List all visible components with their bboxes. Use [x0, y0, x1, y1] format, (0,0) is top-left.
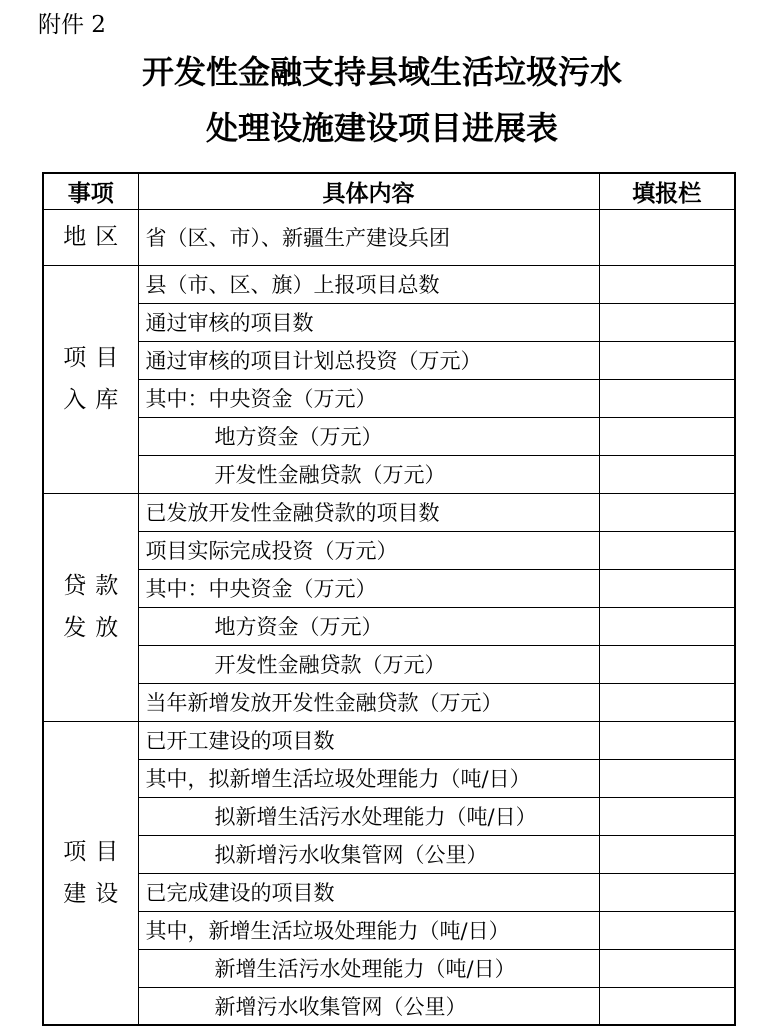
section-label-line: 入库	[63, 387, 128, 413]
row-content: 项目实际完成投资（万元）	[138, 531, 599, 569]
fill-cell	[599, 303, 735, 341]
row-content: 地方资金（万元）	[138, 417, 599, 455]
table-header-row	[43, 173, 735, 209]
row-content: 拟新增生活污水处理能力（吨/日）	[138, 797, 599, 835]
section-label-line: 项目	[63, 838, 128, 865]
row-content: 其中，新增生活垃圾处理能力（吨/日）	[138, 911, 599, 949]
table-row	[43, 209, 735, 265]
col-header-item: 事项	[43, 173, 138, 209]
row-content: 省（区、市）、新疆生产建设兵团	[138, 209, 599, 265]
table-row	[43, 911, 735, 949]
section-label-loan-disbursement	[43, 493, 138, 721]
row-content: 开发性金融贷款（万元）	[138, 645, 599, 683]
row-content: 其中：中央资金（万元）	[138, 379, 599, 417]
row-content: 通过审核的项目数	[138, 303, 599, 341]
fill-cell	[599, 835, 735, 873]
row-content: 新增污水收集管网（公里）	[138, 987, 599, 1025]
row-content: 其中：中央资金（万元）	[138, 569, 599, 607]
col-header-fill: 填报栏	[599, 173, 735, 209]
section-label-line: 建设	[63, 880, 128, 907]
progress-table	[42, 172, 736, 1026]
table-row	[43, 493, 735, 531]
row-content: 其中，拟新增生活垃圾处理能力（吨/日）	[138, 759, 599, 797]
fill-cell	[599, 873, 735, 911]
fill-cell	[599, 493, 735, 531]
table-row	[43, 835, 735, 873]
table-row	[43, 949, 735, 987]
table-row	[43, 683, 735, 721]
section-label-region	[43, 209, 138, 265]
fill-cell	[599, 987, 735, 1025]
row-content: 通过审核的项目计划总投资（万元）	[138, 341, 599, 379]
table-row	[43, 873, 735, 911]
section-label-project-intake	[43, 265, 138, 493]
row-content: 县（市、区、旗）上报项目总数	[138, 265, 599, 303]
fill-cell	[599, 209, 735, 265]
fill-cell	[599, 949, 735, 987]
table-row	[43, 379, 735, 417]
table-row	[43, 607, 735, 645]
fill-cell	[599, 911, 735, 949]
document-title-line1: 开发性金融支持县域生活垃圾污水	[141, 53, 622, 91]
table-row	[43, 531, 735, 569]
fill-cell	[599, 607, 735, 645]
fill-cell	[599, 759, 735, 797]
section-label-line: 项目	[63, 345, 128, 371]
table-row	[43, 341, 735, 379]
fill-cell	[599, 531, 735, 569]
table-row	[43, 569, 735, 607]
table-row	[43, 303, 735, 341]
table-row	[43, 455, 735, 493]
fill-cell	[599, 455, 735, 493]
row-content: 已完成建设的项目数	[138, 873, 599, 911]
row-content: 已开工建设的项目数	[138, 721, 599, 759]
fill-cell	[599, 341, 735, 379]
row-content: 已发放开发性金融贷款的项目数	[138, 493, 599, 531]
fill-cell	[599, 721, 735, 759]
table-row	[43, 645, 735, 683]
col-header-content: 具体内容	[138, 173, 599, 209]
section-label-line: 发放	[63, 615, 128, 641]
table-row	[43, 759, 735, 797]
table-row	[43, 797, 735, 835]
section-label-line: 地区	[63, 224, 128, 250]
row-content: 拟新增污水收集管网（公里）	[138, 835, 599, 873]
row-content: 开发性金融贷款（万元）	[138, 455, 599, 493]
fill-cell	[599, 417, 735, 455]
row-content: 新增生活污水处理能力（吨/日）	[138, 949, 599, 987]
fill-cell	[599, 797, 735, 835]
fill-cell	[599, 379, 735, 417]
table-row	[43, 987, 735, 1025]
table-row	[43, 721, 735, 759]
row-content: 地方资金（万元）	[138, 607, 599, 645]
table-row	[43, 265, 735, 303]
section-label-project-construction	[43, 721, 138, 1025]
fill-cell	[599, 683, 735, 721]
fill-cell	[599, 265, 735, 303]
document-title	[0, 44, 764, 156]
table-row	[43, 417, 735, 455]
fill-cell	[599, 569, 735, 607]
attachment-label: 附件 2	[38, 12, 106, 38]
row-content: 当年新增发放开发性金融贷款（万元）	[138, 683, 599, 721]
section-label-line: 贷款	[63, 573, 128, 599]
fill-cell	[599, 645, 735, 683]
document-title-line2: 处理设施建设项目进展表	[205, 109, 558, 147]
